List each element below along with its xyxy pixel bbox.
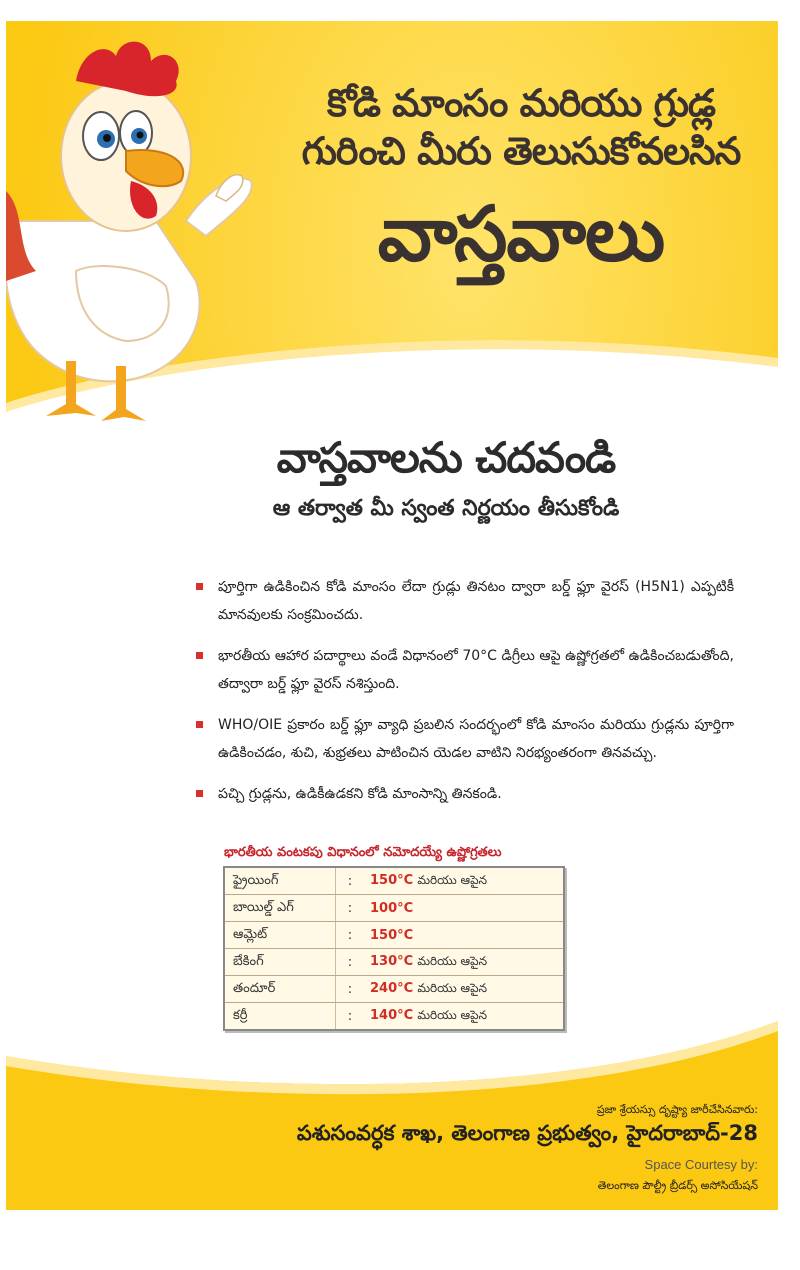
temperature-value (364, 954, 563, 971)
temperature-value (364, 873, 563, 890)
table-row (225, 949, 563, 976)
bullet-icon (196, 790, 203, 797)
fact-item (194, 780, 734, 808)
temperature-number: 240°C (370, 980, 414, 996)
separator: : (347, 927, 353, 943)
temperature-number: 140°C (370, 1007, 414, 1023)
read-facts-title: వాస్తవాలను చదవండి (276, 433, 616, 482)
temperature-number: 150°C (370, 872, 414, 888)
temperature-suffix: మరియు ఆపైన (417, 980, 488, 995)
temperature-suffix: మరియు ఆపైన (417, 872, 488, 887)
read-facts-subtitle: ఆ తర్వాత మీ స్వంత నిర్ణయం తీసుకోండి (272, 496, 620, 521)
bullet-icon (196, 652, 203, 659)
headline (276, 79, 766, 289)
poster (6, 21, 778, 1210)
temperature-number: 100°C (370, 900, 414, 916)
temperature-value (364, 901, 563, 916)
headline-main-word: వాస్తవాలు (377, 189, 665, 278)
fact-item (194, 642, 734, 698)
fact-item (194, 573, 734, 629)
rooster-mascot-icon (6, 21, 256, 441)
separator: : (347, 954, 353, 970)
temperature-value (364, 981, 563, 998)
temperature-suffix: మరియు ఆపైన (417, 953, 488, 968)
fact-text: పూర్తిగా ఉడికించిన కోడి మాంసం లేదా గ్రుడ్లు తినటం ద్వారా బర్డ్ ఫ్లూ వైరస్ (H5N1) ఎప్పటికీ మానవులకు సంక్రమించదు. (218, 579, 734, 623)
fact-text: భారతీయ ఆహార పదార్థాలు వండే విధానంలో 70°C డిగ్రీలు ఆపై ఉష్ణోగ్రతలో ఉడికించబడుతోంది, తద్వారా బర్డ్ ఫ్లూ వైరస్ నశిస్తుంది. (218, 648, 734, 692)
table-row (225, 868, 563, 895)
table-row (225, 1003, 563, 1029)
table-row (225, 976, 563, 1003)
bullet-icon (196, 583, 203, 590)
cooking-method: కర్రీ (225, 1003, 336, 1029)
issued-by-label: ప్రజా శ్రేయస్సు దృష్ట్యా జారీచేసినవారు: (596, 1103, 758, 1116)
fact-text: పచ్చి గ్రుడ్లను, ఉడికీఉడకని కోడి మాంసాన్ని తినకండి. (218, 786, 502, 802)
headline-line-2: గురించి మీరు తెలుసుకోవలసిన (301, 129, 741, 173)
temperature-value (364, 928, 563, 943)
temperature-suffix: మరియు ఆపైన (417, 1007, 488, 1022)
cooking-method: బాయిల్డ్ ఎగ్ (225, 895, 336, 921)
fact-item (194, 711, 734, 767)
temperature-value (364, 1008, 563, 1025)
cooking-method: ఫ్రైయింగ్ (225, 868, 336, 894)
table-row (225, 922, 563, 949)
cooking-method: తందూర్ (225, 976, 336, 1002)
cooking-method: ఆమ్లెట్ (225, 922, 336, 948)
separator: : (347, 981, 353, 997)
bullet-icon (196, 721, 203, 728)
separator: : (347, 873, 353, 889)
department-name: పశుసంవర్ధక శాఖ, తెలంగాణ ప్రభుత్వం, హైదరాబాద్-28 (296, 1121, 758, 1145)
temperature-number: 150°C (370, 927, 414, 943)
headline-line-1: కోడి మాంసం మరియు గ్రుడ్ల (326, 81, 716, 125)
cooking-method: బేకింగ్ (225, 949, 336, 975)
fact-text: WHO/OIE ప్రకారం బర్డ్ ఫ్లూ వ్యాధి ప్రబలిన సందర్భంలో కోడి మాంసం మరియు గ్రుడ్లను పూర్తిగా ఉడికించడం, శుచి, శుభ్రతలు పాటించిన యెడల వాటిని నిరభ్యంతరంగా తినవచ్చు. (218, 717, 734, 761)
association-name: తెలంగాణ పౌల్ట్రీ బ్రీడర్స్ అసోసియేషన్ (597, 1179, 758, 1192)
facts-list (194, 573, 734, 821)
temperature-table-title: భారతీయ వంటకపు విధానంలో నమోదయ్యే ఉష్ణోగ్రతలు (224, 845, 502, 860)
temperature-table (223, 866, 565, 1031)
separator: : (347, 1008, 353, 1024)
temperature-number: 130°C (370, 953, 414, 969)
table-row (225, 895, 563, 922)
space-courtesy-label: Space Courtesy by: (644, 1157, 758, 1172)
separator: : (347, 900, 353, 916)
